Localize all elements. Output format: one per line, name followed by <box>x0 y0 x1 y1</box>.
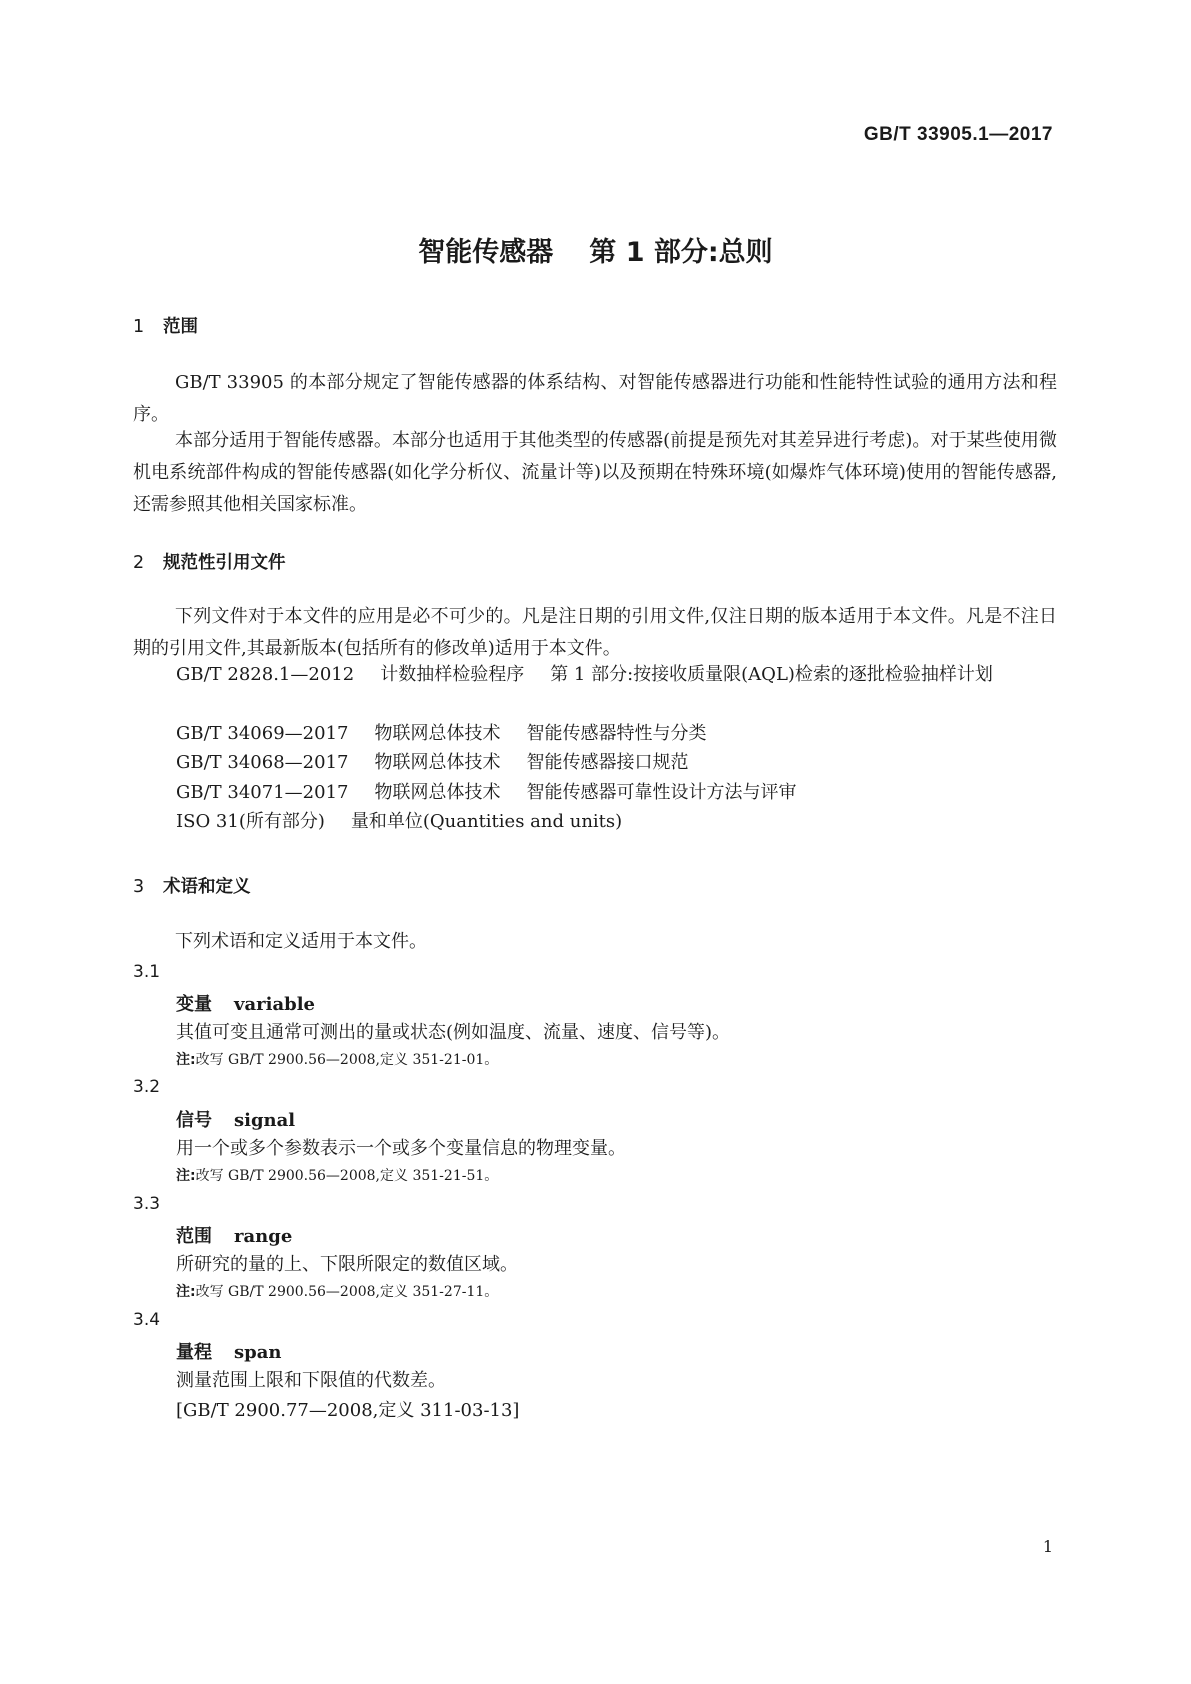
term-heading <box>176 1338 281 1364</box>
term-chinese: 范围 <box>176 1226 212 1247</box>
section-number: 2 <box>133 553 145 573</box>
term-number: 3.4 <box>133 1310 161 1330</box>
term-note <box>176 1049 498 1069</box>
term-chinese: 信号 <box>176 1110 212 1131</box>
term-english: variable <box>234 994 315 1015</box>
term-note <box>176 1281 498 1301</box>
reference-subtitle: 智能传感器接口规范 <box>526 752 689 773</box>
reference-code: ISO 31(所有部分) <box>176 811 325 832</box>
term-note <box>176 1165 498 1185</box>
term-number: 3.3 <box>133 1194 161 1214</box>
term-heading <box>176 1106 295 1132</box>
term-number: 3.1 <box>133 962 161 982</box>
term-chinese: 量程 <box>176 1342 212 1363</box>
reference-title: 量和单位(Quantities and units) <box>350 811 623 832</box>
reference-entry <box>176 718 706 750</box>
section-heading-terms-definitions <box>133 873 251 898</box>
scope-paragraph-1: GB/T 33905 的本部分规定了智能传感器的体系结构、对智能传感器进行功能和性能特性试验的通用方法和程序。 <box>133 372 1057 425</box>
section-heading-scope <box>133 313 198 338</box>
title-main: 智能传感器 <box>418 237 554 268</box>
term-number: 3.2 <box>133 1077 161 1097</box>
note-text: 改写 GB/T 2900.56—2008,定义 351-27-11。 <box>195 1284 499 1300</box>
note-label: 注: <box>176 1052 196 1068</box>
reference-title: 计数抽样检验程序 <box>380 664 525 685</box>
section-heading-normative-references <box>133 549 286 574</box>
standard-code: GB/T 33905.1—2017 <box>863 124 1053 145</box>
reference-entry <box>176 747 688 779</box>
reference-title: 物联网总体技术 <box>374 752 501 773</box>
term-english: range <box>234 1226 293 1247</box>
term-definition: 测量范围上限和下限值的代数差。 <box>176 1370 446 1391</box>
references-intro-paragraph: 下列文件对于本文件的应用是必不可少的。凡是注日期的引用文件,仅注日期的版本适用于本文件。凡是不注日期的引用文件,其最新版本(包括所有的修改单)适用于本文件。 <box>133 606 1057 659</box>
title-part: 第 1 部分:总则 <box>589 237 773 268</box>
terms-intro-paragraph: 下列术语和定义适用于本文件。 <box>175 931 427 952</box>
reference-title: 物联网总体技术 <box>374 723 501 744</box>
term-definition: 用一个或多个参数表示一个或多个变量信息的物理变量。 <box>176 1138 626 1159</box>
term-source: [GB/T 2900.77—2008,定义 311-03-13] <box>176 1400 520 1421</box>
scope-paragraph-2: 本部分适用于智能传感器。本部分也适用于其他类型的传感器(前提是预先对其差异进行考虑)。对于某些使用微机电系统部件构成的智能传感器(如化学分析仪、流量计等)以及预期在特殊环境(如爆炸气体环境)使用的智能传感器,还需参照其他相关国家标准。 <box>133 430 1057 515</box>
note-text: 改写 GB/T 2900.56—2008,定义 351-21-01。 <box>195 1052 499 1068</box>
term-english: signal <box>234 1110 296 1131</box>
term-heading <box>176 990 315 1016</box>
reference-code: GB/T 34068—2017 <box>176 752 349 773</box>
term-heading <box>176 1222 292 1248</box>
reference-entry <box>176 806 622 838</box>
reference-title: 物联网总体技术 <box>374 782 501 803</box>
section-title: 术语和定义 <box>163 877 251 897</box>
term-chinese: 变量 <box>176 994 212 1015</box>
reference-code: GB/T 2828.1—2012 <box>176 664 355 685</box>
reference-entry <box>133 659 1057 691</box>
section-number: 1 <box>133 317 145 337</box>
section-title: 规范性引用文件 <box>163 553 286 573</box>
section-number: 3 <box>133 877 145 897</box>
reference-subtitle: 智能传感器特性与分类 <box>526 723 707 744</box>
section-title: 范围 <box>163 317 198 337</box>
reference-subtitle: 智能传感器可靠性设计方法与评审 <box>526 782 797 803</box>
note-label: 注: <box>176 1168 196 1184</box>
term-english: span <box>234 1342 282 1363</box>
term-definition: 其值可变且通常可测出的量或状态(例如温度、流量、速度、信号等)。 <box>176 1022 731 1043</box>
note-text: 改写 GB/T 2900.56—2008,定义 351-21-51。 <box>195 1168 499 1184</box>
term-definition: 所研究的量的上、下限所限定的数值区域。 <box>176 1254 518 1275</box>
reference-entry <box>176 777 796 809</box>
reference-code: GB/T 34069—2017 <box>176 723 349 744</box>
reference-subtitle: 第 1 部分:按接收质量限(AQL)检索的逐批检验抽样计划 <box>550 664 993 685</box>
note-label: 注: <box>176 1284 196 1300</box>
document-title <box>0 230 1191 269</box>
reference-code: GB/T 34071—2017 <box>176 782 349 803</box>
page-number: 1 <box>1042 1537 1053 1556</box>
